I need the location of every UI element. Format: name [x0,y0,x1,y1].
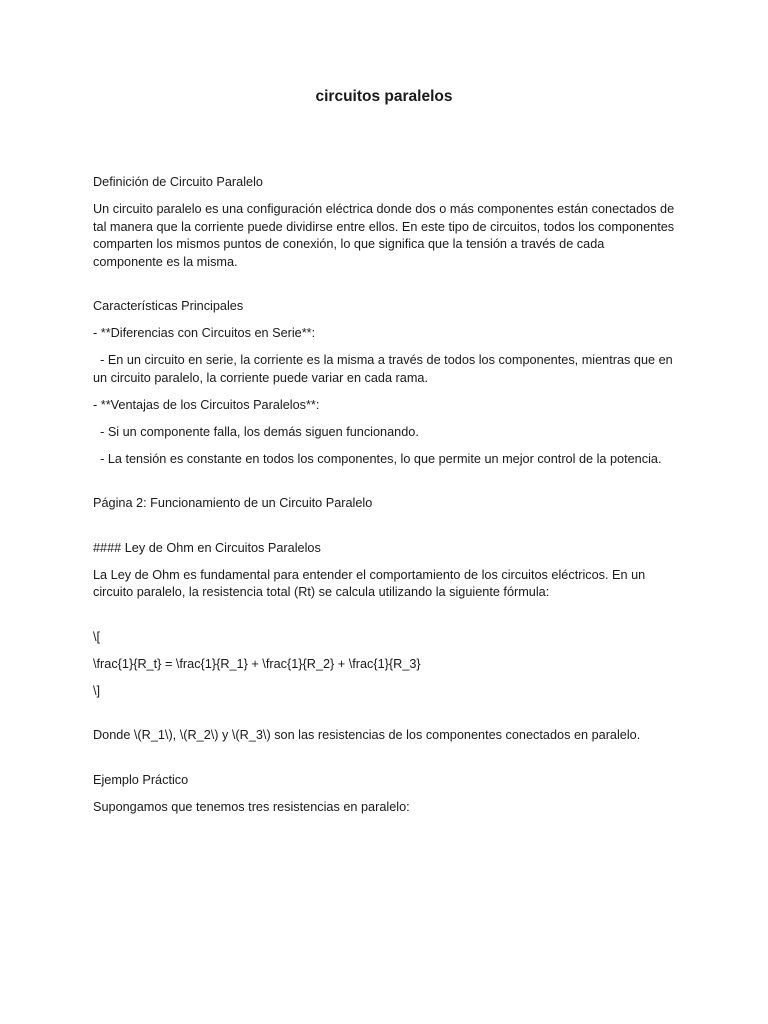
document-body [93,174,677,826]
list-item-differences: - **Diferencias con Circuitos en Serie**: [93,326,316,340]
ohm-law-paragraph: La Ley de Ohm es fundamental para entender el comportamiento de los circuitos eléctricos. En un circuito paralelo, la resistencia total (Rt) se calcula utilizando la siguiente fórmula: [93,567,646,599]
example-heading: Ejemplo Práctico [93,772,189,787]
list-item-advantages: - **Ventajas de los Circuitos Paralelos**: [93,397,320,412]
section-heading-definition: Definición de Circuito Paralelo [93,175,263,189]
list-subitem-series: - En un circuito en serie, la corriente es la misma a través de todos los componentes, mientras que en un circuito paralelo, la corriente puede variar en cada rama. [93,353,677,385]
section-heading-characteristics: Características Principales [93,299,244,313]
formula-expression: \frac{1}{R_t} = \frac{1}{R_1} + \frac{1}{R_2} + \frac{1}{R_3} [93,656,421,671]
formula-open: \[ [93,629,101,644]
formula-explanation: Donde \(R_1\), \(R_2\) y \(R_3\) son las resistencias de los componentes conectados en paralelo. [93,728,641,742]
list-subitem-failure: - Si un componente falla, los demás siguen funcionando. [93,424,419,439]
definition-paragraph: Un circuito paralelo es una configuración eléctrica donde dos o más componentes están conectados de tal manera que la corriente puede dividirse entre ellos. En este tipo de circuitos, todos los componentes comparten los mismos puntos de conexión, lo que significa que la tensión a través de cada componente es la misma. [93,202,675,269]
ohm-law-heading: #### Ley de Ohm en Circuitos Paralelos [93,540,321,555]
formula-close: \] [93,683,101,698]
page-2-heading: Página 2: Funcionamiento de un Circuito Paralelo [93,496,373,510]
document-title: circuitos paralelos [315,88,453,105]
list-subitem-voltage: - La tensión es constante en todos los componentes, lo que permite un mejor control de la potencia. [93,451,662,466]
example-paragraph: Supongamos que tenemos tres resistencias en paralelo: [93,799,410,814]
